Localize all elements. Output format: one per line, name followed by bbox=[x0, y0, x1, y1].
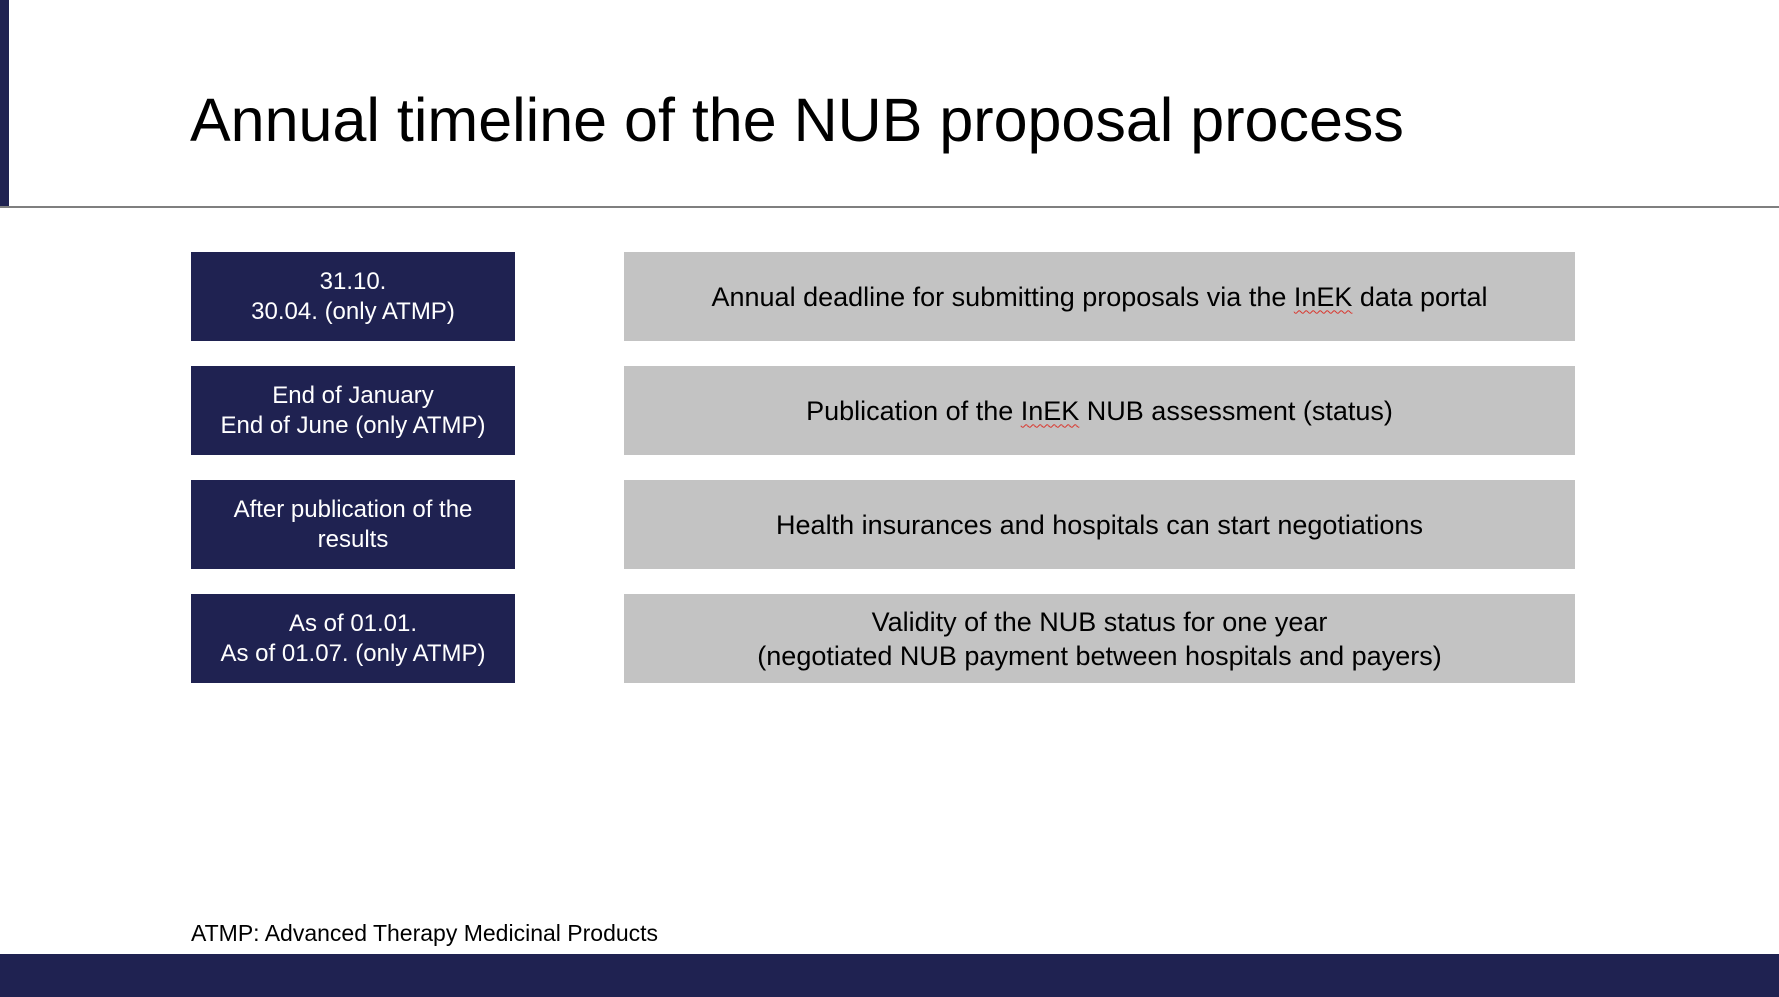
spellcheck-flagged-word: InEK bbox=[1020, 395, 1080, 426]
timeline-date-box bbox=[191, 252, 515, 341]
timeline-description-box bbox=[624, 594, 1575, 683]
description-text-part: Annual deadline for submitting proposals via the bbox=[711, 281, 1294, 312]
timeline-date-box bbox=[191, 480, 515, 569]
description-text-part: Publication of the bbox=[806, 395, 1021, 426]
description-text-part: NUB assessment (status) bbox=[1079, 395, 1393, 426]
description-text-part: data portal bbox=[1352, 281, 1488, 312]
footnote: ATMP: Advanced Therapy Medicinal Products bbox=[191, 920, 659, 946]
date-line: End of January bbox=[272, 381, 434, 409]
date-line: End of June (only ATMP) bbox=[220, 411, 486, 439]
timeline-row bbox=[0, 252, 1779, 341]
date-line: 30.04. (only ATMP) bbox=[251, 297, 455, 325]
left-accent-bar bbox=[0, 0, 9, 208]
timeline-description-box bbox=[624, 480, 1575, 569]
description-text bbox=[712, 280, 1488, 314]
timeline-row bbox=[0, 480, 1779, 569]
date-line: 31.10. bbox=[319, 267, 387, 295]
description-line: (negotiated NUB payment between hospitals and payers) bbox=[757, 640, 1442, 671]
timeline-row bbox=[0, 366, 1779, 455]
description-text bbox=[806, 394, 1393, 428]
slide-title: Annual timeline of the NUB proposal process bbox=[190, 86, 1404, 154]
spellcheck-flagged-word: InEK bbox=[1293, 281, 1353, 312]
date-line: As of 01.01. bbox=[288, 609, 418, 637]
timeline-description-box bbox=[624, 366, 1575, 455]
description-text: Health insurances and hospitals can start negotiations bbox=[776, 509, 1423, 540]
footer-bar bbox=[0, 954, 1779, 997]
date-line: As of 01.07. (only ATMP) bbox=[220, 639, 486, 667]
timeline-row bbox=[0, 594, 1779, 683]
date-text: After publication of the results bbox=[233, 495, 473, 553]
timeline-description-box bbox=[624, 252, 1575, 341]
title-divider bbox=[0, 206, 1779, 208]
timeline-date-box bbox=[191, 366, 515, 455]
description-line: Validity of the NUB status for one year bbox=[871, 606, 1328, 637]
timeline-date-box bbox=[191, 594, 515, 683]
